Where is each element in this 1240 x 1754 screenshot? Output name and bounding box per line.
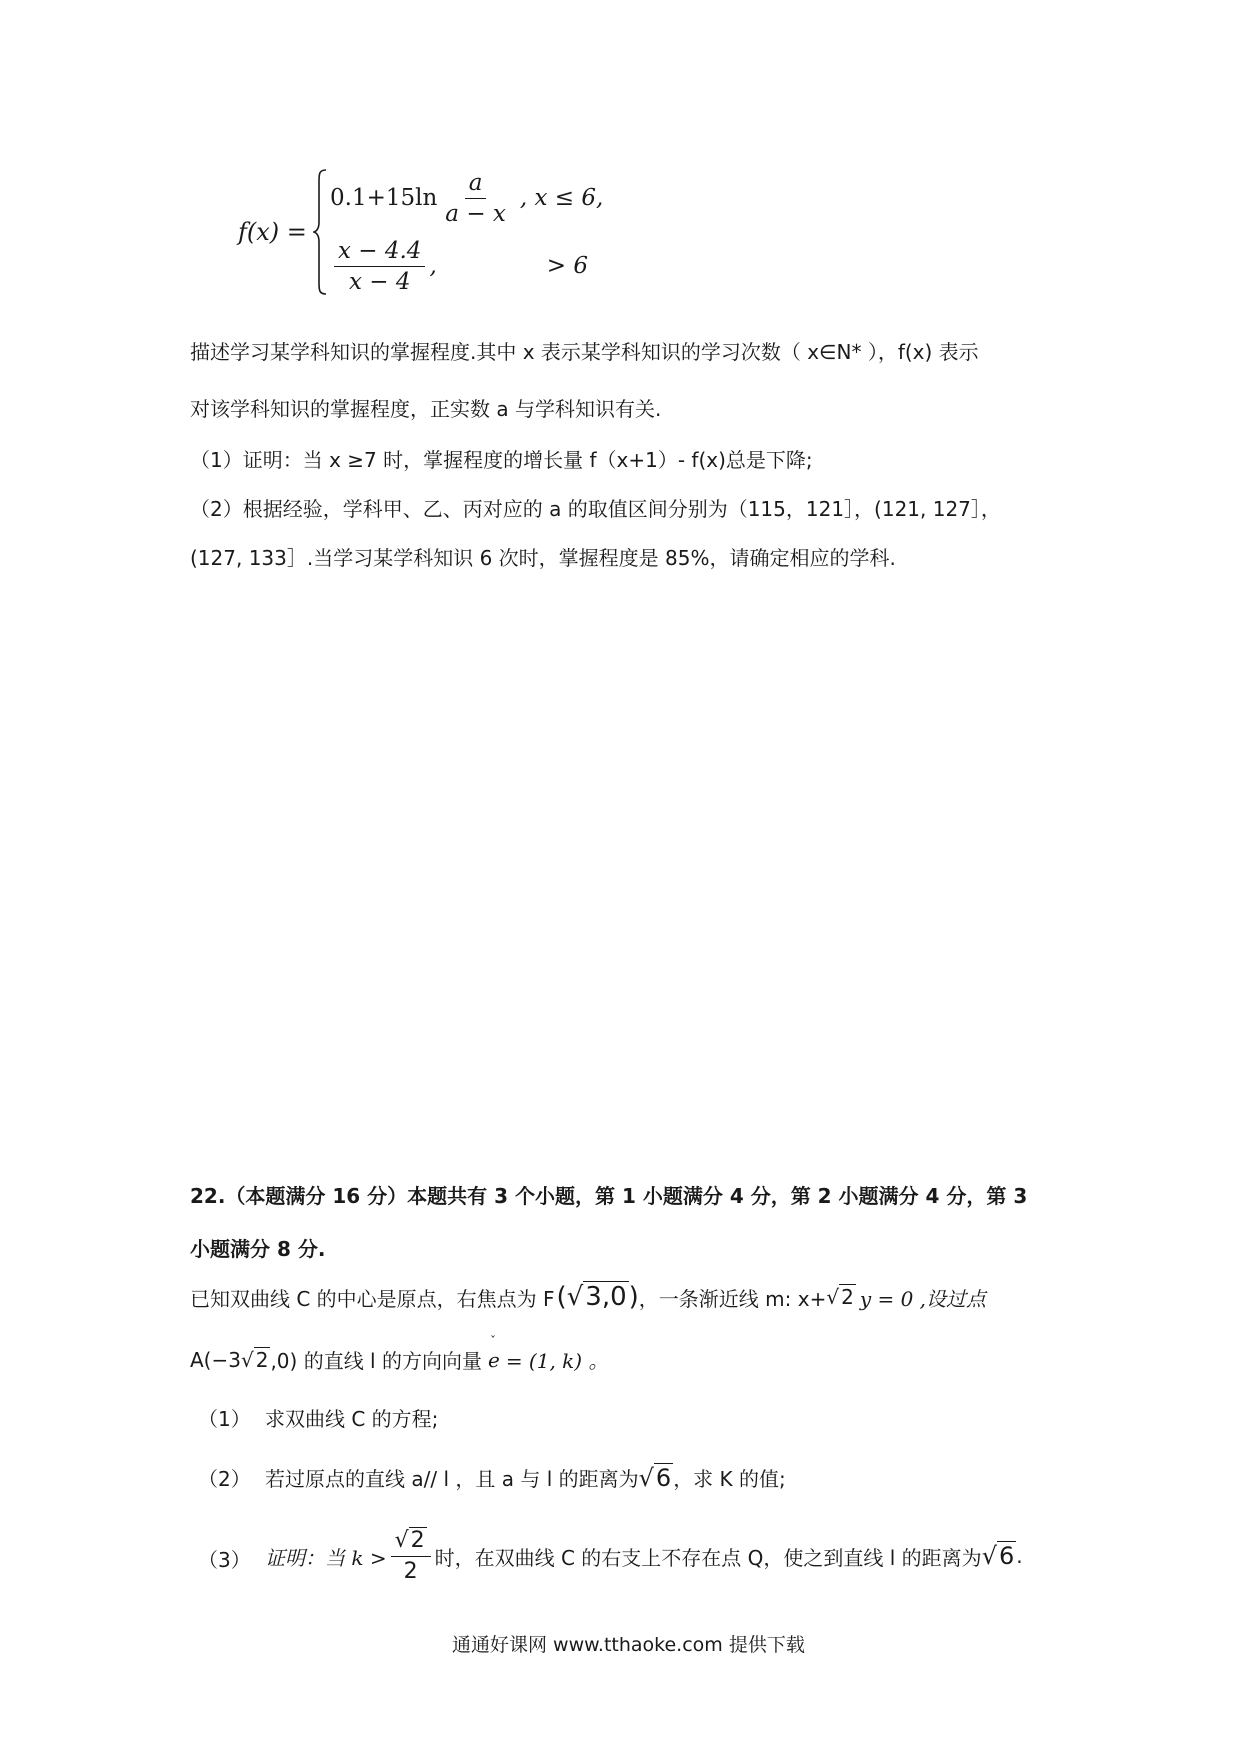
part3-fraction [391, 1528, 431, 1585]
q22-part2-number: （2） [198, 1467, 251, 1491]
stem2-text-d: = (1, k) 。 [505, 1349, 609, 1373]
q22-part3-text [265, 1520, 1023, 1592]
case2-numerator: x − 4.4 [334, 238, 425, 267]
q21-line2: 对该学科知识的掌握程度，正实数 a 与学科知识有关. [190, 397, 662, 421]
vector-e: ˇ e [487, 1333, 500, 1372]
part3-end: . [1016, 1544, 1023, 1568]
part3-fraction-numerator: √2 [391, 1528, 431, 1557]
case2-denominator: x − 4 [348, 268, 411, 295]
q22-part1-text: 求双曲线 C 的方程; [265, 1407, 439, 1431]
case1-numerator: a [465, 170, 487, 199]
case1-prefix: 0.1+15ln [330, 185, 438, 211]
part2-text-b: ，求 K 的值; [673, 1467, 786, 1491]
q22-stem-line1 [190, 1282, 986, 1312]
left-brace-icon [313, 168, 327, 296]
q21-part1: （1）证明：当 x ≥7 时，掌握程度的增长量 f（x+1）- f(x)总是下降; [190, 448, 813, 472]
case1-denominator: a − x [445, 200, 506, 227]
q21-line1: 描述学习某学科知识的掌握程度.其中 x 表示某学科知识的学习次数（ x∈N* ），f(x) 表示 [190, 340, 979, 364]
q22-part2-text [265, 1463, 786, 1492]
part3-fraction-denominator: 2 [403, 1558, 418, 1584]
formula-case1 [330, 170, 603, 226]
formula-case2 [330, 238, 588, 294]
case2-condition: > 6 [546, 253, 588, 279]
stem1-text-a: 已知双曲线 C 的中心是原点，右焦点为 F [190, 1286, 555, 1311]
vector-arrow-icon: ˇ [489, 1333, 496, 1348]
case2-comma: , [429, 253, 437, 279]
stem2-text-c: ,0) 的直线 l 的方向向量 [270, 1349, 482, 1373]
stem1-text-d: y = 0 ,设过点 [859, 1286, 987, 1311]
stem2-text-a: A(−3 [190, 1347, 241, 1372]
sqrt6-radical-b: √6 [981, 1542, 1015, 1570]
case1-fraction [441, 170, 510, 227]
q22-heading-line2: 小题满分 8 分. [190, 1237, 326, 1261]
q21-part2-line1: （2）根据经验，学科甲、乙、丙对应的 a 的取值区间分别为（115，121］，(121, 127］， [190, 497, 1001, 521]
case2-fraction [334, 238, 425, 295]
focus-point: (√3,0) [556, 1282, 639, 1312]
part3-text-a: 证明：当 k > [265, 1545, 387, 1570]
sqrt6-radical: √6 [638, 1463, 672, 1492]
q22-part1-number: （1） [198, 1407, 251, 1431]
part2-text-a: 若过原点的直线 a// l ，且 a 与 l 的距离为 [265, 1467, 639, 1491]
q21-part2-line2: (127, 133］.当学习某学科知识 6 次时，掌握程度是 85%，请确定相应的学科. [190, 546, 896, 570]
sqrt3-radical: √3,0 [566, 1282, 627, 1312]
footer-text: 通通好课网 www.tthaoke.com 提供下载 [452, 1634, 805, 1656]
sqrt2-radical-a: √ 2 [240, 1347, 269, 1372]
formula-lhs: f(x) = [238, 218, 307, 246]
sqrt2-radical: √ 2 [826, 1285, 854, 1309]
part3-text-b: 时，在双曲线 C 的右支上不存在点 Q，使之到直线 l 的距离为 [434, 1545, 982, 1570]
case1-condition: , x ≤ 6, [519, 185, 604, 211]
q22-heading-line1: 22.（本题满分 16 分）本题共有 3 个小题，第 1 小题满分 4 分，第 2 小题满分 4 分，第 3 [190, 1184, 1028, 1208]
q22-stem-line2 [190, 1333, 609, 1374]
stem1-text-b: ，一条渐近线 m: x+ [638, 1286, 827, 1311]
q22-part3-number: （3） [198, 1548, 251, 1572]
